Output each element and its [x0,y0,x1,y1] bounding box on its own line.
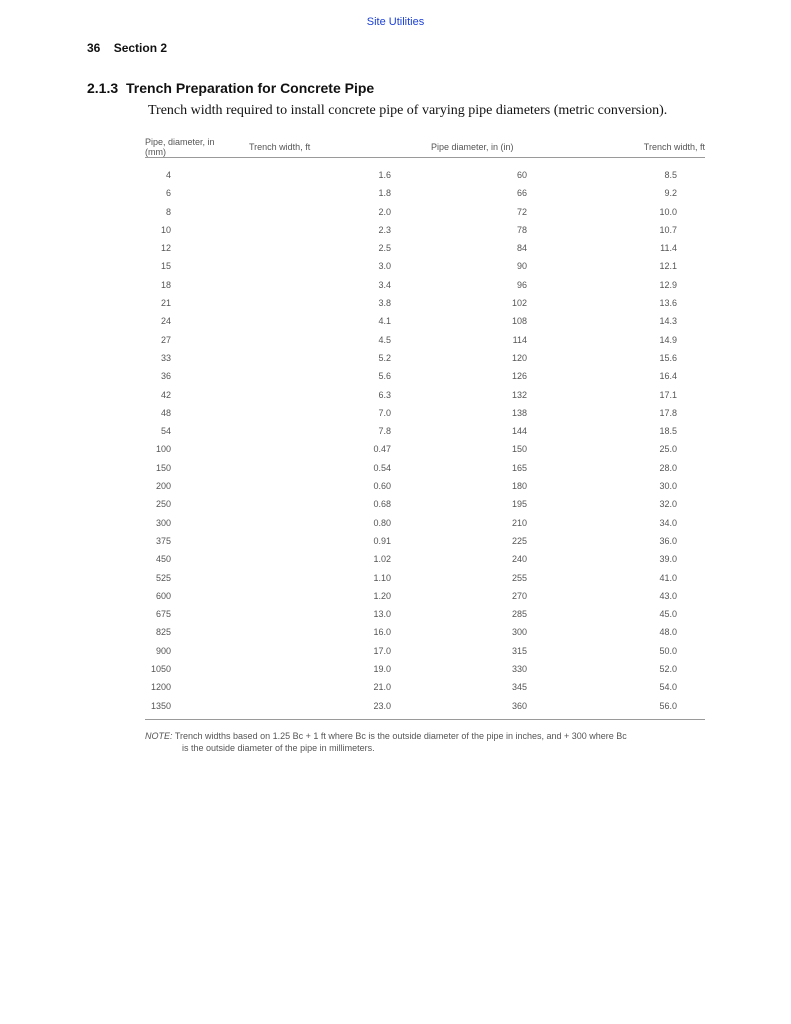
table-row [145,331,705,349]
table-cell: 72 [516,206,527,217]
table-cell: 1.10 [373,572,391,583]
table-note [145,731,705,754]
table-cell: 132 [511,389,527,400]
table-cell: 255 [511,572,527,583]
table-cell: 270 [511,590,527,601]
header-pipe-diameter-mm: Pipe, diameter, in (mm) [145,137,217,158]
table-cell: 13.6 [659,298,677,309]
table-cell: 19.0 [373,664,391,675]
table-cell: 10 [160,224,171,235]
table-cell: 36.0 [659,535,677,546]
table-row [145,495,705,513]
table-cell: 6.3 [378,389,391,400]
table-cell: 24 [160,316,171,327]
table-cell: 7.8 [378,426,391,437]
table-cell: 8.5 [664,170,677,180]
table-cell: 120 [511,352,527,363]
table-row [145,459,705,477]
table-cell: 0.80 [373,517,391,528]
table-cell: 90 [516,261,527,272]
table-cell: 5.6 [378,371,391,382]
table-row [145,349,705,367]
table-cell: 4 [165,170,171,180]
table-cell: 52.0 [659,664,677,675]
table-row [145,294,705,312]
data-table [145,137,705,715]
table-cell: 9.2 [664,188,677,199]
table-row [145,569,705,587]
table-cell: 2.5 [378,243,391,254]
table-cell: 60 [516,170,527,180]
table-cell: 0.68 [373,499,391,510]
table-cell: 27 [160,334,171,345]
table-cell: 25.0 [659,444,677,455]
table-cell: 78 [516,224,527,235]
note-label: NOTE: [145,731,173,741]
table-cell: 1.6 [378,170,391,180]
table-cell: 16.0 [373,627,391,638]
table-cell: 1050 [150,664,171,675]
table-body [145,158,705,715]
table-row [145,477,705,495]
table-cell: 138 [511,407,527,418]
table-cell: 12.9 [659,279,677,290]
table-cell: 84 [516,243,527,254]
table-row [145,367,705,385]
table-cell: 14.9 [659,334,677,345]
table-cell: 250 [155,499,171,510]
table-cell: 126 [511,371,527,382]
table-row [145,587,705,605]
table-row [145,440,705,458]
table-cell: 675 [155,609,171,620]
table-row [145,642,705,660]
table-cell: 10.0 [659,206,677,217]
table-row [145,221,705,239]
table-cell: 16.4 [659,371,677,382]
table-cell: 100 [155,444,171,455]
table-cell: 23.0 [373,700,391,711]
header-trench-width-2: Trench width, ft [549,137,705,158]
table-cell: 200 [155,481,171,492]
table-cell: 50.0 [659,645,677,656]
table-caption: Trench width required to install concrete pipe of varying pipe diameters (metric conversion). [148,103,668,118]
running-head: Site Utilities [366,16,425,28]
table-cell: 3.4 [378,279,391,290]
table-cell: 4.5 [378,334,391,345]
table-cell: 1.8 [378,188,391,199]
table-cell: 7.0 [378,407,391,418]
table-cell: 180 [511,481,527,492]
table-cell: 48.0 [659,627,677,638]
table-row [145,158,705,185]
table-cell: 15 [160,261,171,272]
table-cell: 0.60 [373,481,391,492]
table-row [145,514,705,532]
table-cell: 42 [160,389,171,400]
table-bottom-rule [145,719,705,720]
table-row [145,660,705,678]
table-row [145,312,705,330]
table-cell: 1.20 [373,590,391,601]
table-cell: 21 [160,298,171,309]
table-cell: 39.0 [659,554,677,565]
table-row [145,550,705,568]
table-cell: 34.0 [659,517,677,528]
table-row [145,623,705,641]
table-row [145,422,705,440]
table-cell: 225 [511,535,527,546]
table-cell: 825 [155,627,171,638]
table-row [145,532,705,550]
table-cell: 17.8 [659,407,677,418]
table-cell: 108 [511,316,527,327]
table-cell: 195 [511,499,527,510]
table-cell: 0.91 [373,535,391,546]
table-cell: 30.0 [659,481,677,492]
page-label [87,41,167,55]
table-cell: 56.0 [659,700,677,711]
section-heading [87,80,374,96]
table-cell: 300 [155,517,171,528]
table-cell: 14.3 [659,316,677,327]
table-cell: 17.0 [373,645,391,656]
header-pipe-diameter-in: Pipe diameter, in (in) [409,137,549,158]
table-cell: 96 [516,279,527,290]
table-cell: 150 [155,462,171,473]
table-cell: 525 [155,572,171,583]
table-cell: 102 [511,298,527,309]
table-row [145,257,705,275]
table-cell: 450 [155,554,171,565]
table-cell: 36 [160,371,171,382]
table-cell: 18.5 [659,426,677,437]
table-cell: 4.1 [378,316,391,327]
table-cell: 165 [511,462,527,473]
table-row [145,386,705,404]
table-row [145,697,705,715]
table-cell: 315 [511,645,527,656]
table-cell: 2.3 [378,224,391,235]
section-number: 2.1.3 [87,80,119,96]
table-cell: 54.0 [659,682,677,693]
table-row [145,184,705,202]
table-cell: 54 [160,426,171,437]
table-cell: 10.7 [659,224,677,235]
table-cell: 32.0 [659,499,677,510]
table-cell: 8 [165,206,171,217]
table-cell: 375 [155,535,171,546]
table-cell: 1200 [150,682,171,693]
trench-width-table [145,137,705,720]
note-line-1: Trench widths based on 1.25 Bc + 1 ft where Bc is the outside diameter of the pipe in inches, and + 300 where Bc [174,731,627,741]
section-label: Section 2 [113,41,168,55]
table-cell: 28.0 [659,462,677,473]
table-cell: 43.0 [659,590,677,601]
table-cell: 3.8 [378,298,391,309]
table-cell: 360 [511,700,527,711]
table-cell: 18 [160,279,171,290]
table-cell: 285 [511,609,527,620]
table-cell: 45.0 [659,609,677,620]
table-cell: 17.1 [659,389,677,400]
table-cell: 600 [155,590,171,601]
table-cell: 1350 [150,700,171,711]
table-cell: 48 [160,407,171,418]
header-trench-width-1: Trench width, ft [217,137,409,158]
table-cell: 144 [511,426,527,437]
table-cell: 900 [155,645,171,656]
table-cell: 11.4 [660,243,677,254]
table-row [145,678,705,696]
table-cell: 12 [160,243,171,254]
table-cell: 41.0 [659,572,677,583]
table-cell: 114 [512,334,527,345]
table-cell: 15.6 [659,352,677,363]
table-row [145,239,705,257]
table-cell: 210 [511,517,527,528]
table-cell: 150 [511,444,527,455]
table-row [145,404,705,422]
table-row [145,276,705,294]
table-cell: 13.0 [373,609,391,620]
table-cell: 21.0 [373,682,391,693]
table-row [145,605,705,623]
table-row [145,203,705,221]
table-cell: 300 [511,627,527,638]
table-cell: 0.54 [373,462,391,473]
table-cell: 0.47 [373,444,391,455]
table-cell: 345 [511,682,527,693]
page-number: 36 [87,41,101,55]
section-title: Trench Preparation for Concrete Pipe [126,80,375,96]
table-header-row [145,137,705,158]
note-line-2: is the outside diameter of the pipe in millimeters. [182,742,375,753]
table-cell: 330 [511,664,527,675]
table-cell: 240 [511,554,527,565]
table-cell: 6 [165,188,171,199]
table-cell: 2.0 [378,206,391,217]
table-cell: 3.0 [378,261,391,272]
table-cell: 12.1 [659,261,677,272]
table-cell: 1.02 [373,554,391,565]
table-cell: 5.2 [378,352,391,363]
table-cell: 66 [516,188,527,199]
table-cell: 33 [160,352,171,363]
